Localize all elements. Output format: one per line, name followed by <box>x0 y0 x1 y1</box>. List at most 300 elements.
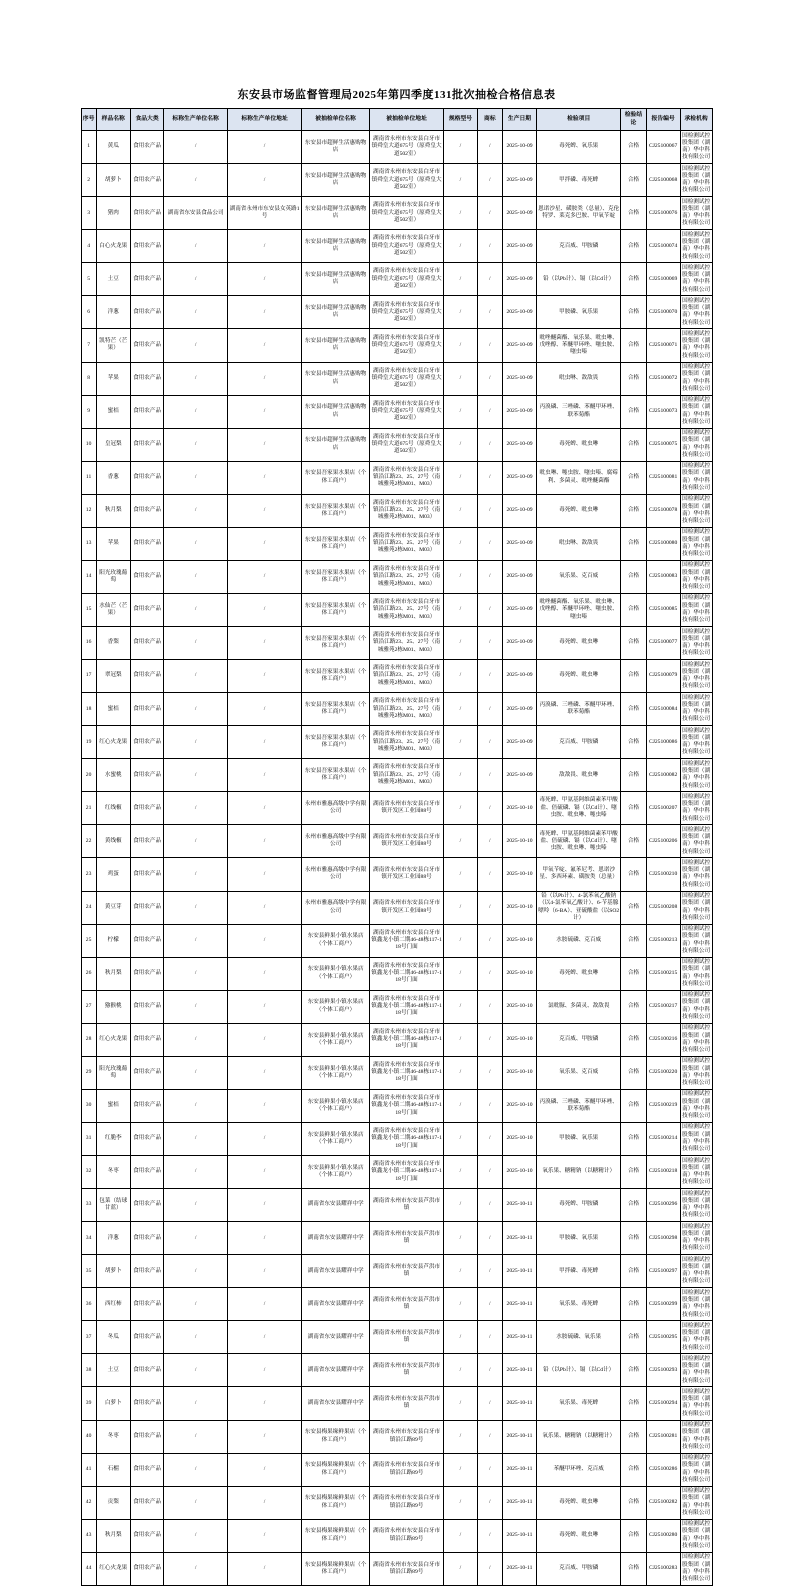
cell-prod_name: / <box>164 1089 228 1122</box>
cell-items: 铅（以Pb计）、4-氯苯氧乙酸钠（以4-氯苯氧乙酸计）、6-苄基腺嘌呤（6-BA）、亚硫酸盐（以SO2计） <box>537 891 621 924</box>
cell-spec: / <box>444 1023 478 1056</box>
cell-spec: / <box>444 1288 478 1321</box>
cell-report: CJ25100296 <box>646 1189 680 1222</box>
cell-prod_addr: / <box>227 131 301 164</box>
cell-no: 23 <box>81 858 96 891</box>
cell-no: 24 <box>81 891 96 924</box>
cell-report: CJ25100219 <box>646 1089 680 1122</box>
cell-items: 甲胺磷、氧乐果 <box>537 1222 621 1255</box>
cell-name: 包菜（结球甘蓝） <box>96 1189 130 1222</box>
cell-unit_addr: 湖南省永州市东安县白牙市镇鑫龙小镇二期46-48栋117-118号门面 <box>369 1056 443 1089</box>
cell-result: 合格 <box>621 1453 646 1486</box>
table-header <box>81 109 712 131</box>
cell-name: 红脆李 <box>96 1122 130 1155</box>
cell-name: 西红柿 <box>96 1288 130 1321</box>
cell-spec: / <box>444 527 478 560</box>
cell-category: 食用农产品 <box>130 924 164 957</box>
cell-items: 甲拌磷、毒死蜱 <box>537 164 621 197</box>
cell-prod_addr: / <box>227 395 301 428</box>
cell-category: 食用农产品 <box>130 362 164 395</box>
table-row <box>81 957 712 990</box>
cell-agency: 国检测试控股集团（湖南）华中科技有限公司 <box>680 1486 712 1519</box>
cell-report: CJ25100075 <box>646 428 680 461</box>
cell-report: CJ25100294 <box>646 1387 680 1420</box>
cell-unit_addr: 湖南省永州市东安县白牙市镇沿江路23、25、27号（南城雅苑2栋M01、M03） <box>369 593 443 626</box>
table-row <box>81 296 712 329</box>
cell-report: CJ25100293 <box>646 1354 680 1387</box>
cell-prod_name: / <box>164 1023 228 1056</box>
cell-result: 合格 <box>621 891 646 924</box>
cell-date: 2025-10-11 <box>502 1189 536 1222</box>
table-row <box>81 131 712 164</box>
table-row <box>81 1156 712 1189</box>
cell-agency: 国检测试控股集团（湖南）华中科技有限公司 <box>680 560 712 593</box>
cell-brand: / <box>477 593 502 626</box>
cell-date: 2025-10-11 <box>502 1486 536 1519</box>
cell-report: CJ25100206 <box>646 825 680 858</box>
cell-result: 合格 <box>621 263 646 296</box>
cell-prod_addr: / <box>227 1486 301 1519</box>
cell-unit_name: 东安县鲜果小镇水果店（个体工商户） <box>302 957 370 990</box>
cell-report: CJ25100069 <box>646 263 680 296</box>
cell-name: 土豆 <box>96 1354 130 1387</box>
cell-spec: / <box>444 1354 478 1387</box>
cell-unit_addr: 湖南省永州市东安县芦洪市镇 <box>369 1222 443 1255</box>
cell-no: 5 <box>81 263 96 296</box>
table-row <box>81 1486 712 1519</box>
cell-spec: / <box>444 1122 478 1155</box>
cell-prod_addr: / <box>227 1056 301 1089</box>
cell-date: 2025-10-10 <box>502 825 536 858</box>
cell-spec: / <box>444 230 478 263</box>
cell-report: CJ25100217 <box>646 990 680 1023</box>
cell-name: 贡梨 <box>96 1486 130 1519</box>
column-header-prod_name: 标称生产单位名称 <box>164 109 228 131</box>
cell-name: 香葱 <box>96 461 130 494</box>
cell-name: 白萝卜 <box>96 1387 130 1420</box>
cell-agency: 国检测试控股集团（湖南）华中科技有限公司 <box>680 825 712 858</box>
cell-result: 合格 <box>621 825 646 858</box>
cell-result: 合格 <box>621 1255 646 1288</box>
cell-unit_name: 东安县吾家果水果店（个体工商户） <box>302 627 370 660</box>
cell-prod_name: / <box>164 1552 228 1585</box>
cell-unit_addr: 湖南省永州市东安县白牙市镇鑫龙小镇二期46-48栋117-118号门面 <box>369 1089 443 1122</box>
table-row <box>81 263 712 296</box>
cell-brand: / <box>477 726 502 759</box>
cell-date: 2025-10-10 <box>502 1156 536 1189</box>
cell-report: CJ25100213 <box>646 924 680 957</box>
cell-unit_addr: 湖南省永州市东安县白牙市镇沿江路23、25、27号（南城雅苑2栋M01、M03） <box>369 494 443 527</box>
cell-unit_name: 永州市雅惠高级中学有限公司 <box>302 825 370 858</box>
table-row <box>81 924 712 957</box>
cell-spec: / <box>444 1552 478 1585</box>
cell-no: 3 <box>81 197 96 230</box>
cell-brand: / <box>477 693 502 726</box>
cell-name: 凯特芒（芒果） <box>96 329 130 362</box>
cell-result: 合格 <box>621 461 646 494</box>
cell-category: 食用农产品 <box>130 660 164 693</box>
cell-items: 甲拌磷、毒死蜱 <box>537 1255 621 1288</box>
cell-prod_addr: / <box>227 1089 301 1122</box>
cell-prod_name: / <box>164 726 228 759</box>
cell-brand: / <box>477 362 502 395</box>
column-header-unit_addr: 被抽检单位地址 <box>369 109 443 131</box>
cell-unit_name: 东安县市超鲜生活惠购物店 <box>302 164 370 197</box>
cell-no: 22 <box>81 825 96 858</box>
table-row <box>81 1089 712 1122</box>
cell-date: 2025-10-11 <box>502 1321 536 1354</box>
cell-prod_addr: / <box>227 792 301 825</box>
cell-items: 毒死蜱、吡虫啉 <box>537 957 621 990</box>
cell-spec: / <box>444 1255 478 1288</box>
cell-brand: / <box>477 1519 502 1552</box>
cell-prod_addr: / <box>227 1023 301 1056</box>
cell-agency: 国检测试控股集团（湖南）华中科技有限公司 <box>680 660 712 693</box>
cell-brand: / <box>477 197 502 230</box>
cell-items: 毒死蜱、吡虫啉 <box>537 1519 621 1552</box>
cell-spec: / <box>444 164 478 197</box>
cell-agency: 国检测试控股集团（湖南）华中科技有限公司 <box>680 759 712 792</box>
cell-brand: / <box>477 1122 502 1155</box>
cell-prod_name: 湖南省东安县食品公司 <box>164 197 228 230</box>
cell-agency: 国检测试控股集团（湖南）华中科技有限公司 <box>680 1453 712 1486</box>
cell-report: CJ25100283 <box>646 1552 680 1585</box>
table-row <box>81 759 712 792</box>
cell-report: CJ25100082 <box>646 759 680 792</box>
cell-spec: / <box>444 1222 478 1255</box>
cell-agency: 国检测试控股集团（湖南）华中科技有限公司 <box>680 428 712 461</box>
column-header-agency: 承检机构 <box>680 109 712 131</box>
cell-unit_addr: 湖南省永州市东安县白牙市镇舜皇大道675号（原舜皇大道502室） <box>369 362 443 395</box>
table-row <box>81 792 712 825</box>
cell-category: 食用农产品 <box>130 494 164 527</box>
cell-category: 食用农产品 <box>130 1222 164 1255</box>
cell-unit_addr: 湖南省永州市东安县白牙市镇沿江路89号 <box>369 1519 443 1552</box>
cell-prod_addr: / <box>227 461 301 494</box>
cell-brand: / <box>477 329 502 362</box>
cell-spec: / <box>444 263 478 296</box>
cell-unit_addr: 湖南省永州市东安县白牙市镇沿江路23、25、27号（南城雅苑2栋M01、M03） <box>369 759 443 792</box>
cell-report: CJ25100286 <box>646 1453 680 1486</box>
cell-name: 柠檬 <box>96 924 130 957</box>
table-row <box>81 494 712 527</box>
cell-agency: 国检测试控股集团（湖南）华中科技有限公司 <box>680 1222 712 1255</box>
cell-unit_addr: 湖南省永州市东安县芦洪市镇 <box>369 1321 443 1354</box>
cell-prod_name: / <box>164 1519 228 1552</box>
cell-spec: / <box>444 891 478 924</box>
cell-no: 31 <box>81 1122 96 1155</box>
cell-date: 2025-10-10 <box>502 1122 536 1155</box>
cell-agency: 国检测试控股集团（湖南）华中科技有限公司 <box>680 726 712 759</box>
cell-agency: 国检测试控股集团（湖南）华中科技有限公司 <box>680 1288 712 1321</box>
cell-brand: / <box>477 1189 502 1222</box>
cell-date: 2025-10-11 <box>502 1255 536 1288</box>
cell-category: 食用农产品 <box>130 891 164 924</box>
cell-result: 合格 <box>621 1122 646 1155</box>
cell-result: 合格 <box>621 527 646 560</box>
cell-prod_addr: / <box>227 1288 301 1321</box>
cell-prod_addr: / <box>227 428 301 461</box>
cell-prod_addr: / <box>227 362 301 395</box>
cell-category: 食用农产品 <box>130 1354 164 1387</box>
table-row <box>81 395 712 428</box>
cell-result: 合格 <box>621 1519 646 1552</box>
cell-unit_name: 东安县市超鲜生活惠购物店 <box>302 395 370 428</box>
cell-prod_name: / <box>164 825 228 858</box>
cell-report: CJ25100208 <box>646 891 680 924</box>
cell-prod_name: / <box>164 527 228 560</box>
cell-brand: / <box>477 924 502 957</box>
cell-agency: 国检测试控股集团（湖南）华中科技有限公司 <box>680 131 712 164</box>
cell-items: 氧乐果、糖精钠（以糖精计） <box>537 1156 621 1189</box>
cell-agency: 国检测试控股集团（湖南）华中科技有限公司 <box>680 990 712 1023</box>
cell-no: 41 <box>81 1453 96 1486</box>
cell-no: 4 <box>81 230 96 263</box>
cell-name: 水仙芒（芒果） <box>96 593 130 626</box>
cell-items: 毒死蜱、甲胺磷 <box>537 1189 621 1222</box>
table-row <box>81 1189 712 1222</box>
cell-items: 甲氧苄啶、氟苯尼考、恩诺沙星、多西环素、磺胺类（总量） <box>537 858 621 891</box>
table-row <box>81 1354 712 1387</box>
cell-brand: / <box>477 660 502 693</box>
cell-prod_name: / <box>164 560 228 593</box>
cell-unit_name: 湖南省东安县耀祥中学 <box>302 1222 370 1255</box>
cell-name: 阳光玫瑰葡萄 <box>96 1056 130 1089</box>
cell-category: 食用农产品 <box>130 164 164 197</box>
cell-category: 食用农产品 <box>130 1156 164 1189</box>
cell-name: 香梨 <box>96 627 130 660</box>
cell-prod_name: / <box>164 164 228 197</box>
cell-items: 氧乐果、克百威 <box>537 560 621 593</box>
cell-result: 合格 <box>621 1023 646 1056</box>
cell-result: 合格 <box>621 1420 646 1453</box>
cell-no: 39 <box>81 1387 96 1420</box>
column-header-no: 序号 <box>81 109 96 131</box>
cell-no: 35 <box>81 1255 96 1288</box>
cell-agency: 国检测试控股集团（湖南）华中科技有限公司 <box>680 164 712 197</box>
cell-no: 34 <box>81 1222 96 1255</box>
cell-spec: / <box>444 1519 478 1552</box>
cell-name: 秋月梨 <box>96 494 130 527</box>
cell-unit_addr: 湖南省永州市东安县白牙市镇开发区工业园88号 <box>369 858 443 891</box>
cell-items: 氧乐果、克百威 <box>537 1056 621 1089</box>
cell-result: 合格 <box>621 957 646 990</box>
cell-unit_addr: 湖南省永州市东安县白牙市镇舜皇大道675号（原舜皇大道502室） <box>369 164 443 197</box>
cell-unit_addr: 湖南省永州市东安县白牙市镇舜皇大道675号（原舜皇大道502室） <box>369 329 443 362</box>
cell-report: CJ25100071 <box>646 329 680 362</box>
cell-date: 2025-10-09 <box>502 693 536 726</box>
cell-date: 2025-10-09 <box>502 660 536 693</box>
cell-report: CJ25100067 <box>646 131 680 164</box>
cell-prod_addr: / <box>227 494 301 527</box>
cell-items: 甲胺磷、氧乐果 <box>537 1122 621 1155</box>
cell-unit_addr: 湖南省永州市东安县白牙市镇鑫龙小镇二期46-48栋117-118号门面 <box>369 1122 443 1155</box>
cell-no: 16 <box>81 627 96 660</box>
cell-spec: / <box>444 660 478 693</box>
cell-unit_addr: 湖南省永州市东安县白牙市镇舜皇大道675号（原舜皇大道502室） <box>369 296 443 329</box>
cell-unit_addr: 湖南省永州市东安县白牙市镇沿江路89号 <box>369 1420 443 1453</box>
cell-brand: / <box>477 1089 502 1122</box>
cell-prod_name: / <box>164 627 228 660</box>
cell-prod_name: / <box>164 1156 228 1189</box>
cell-name: 秋月梨 <box>96 957 130 990</box>
cell-category: 食用农产品 <box>130 792 164 825</box>
cell-items: 氧乐果、毒死蜱 <box>537 1288 621 1321</box>
cell-prod_addr: / <box>227 560 301 593</box>
cell-category: 食用农产品 <box>130 1023 164 1056</box>
cell-date: 2025-10-09 <box>502 627 536 660</box>
cell-prod_addr: / <box>227 1387 301 1420</box>
cell-brand: / <box>477 1420 502 1453</box>
cell-unit_name: 东安县梅果缘鲜果店（个体工商户） <box>302 1486 370 1519</box>
cell-brand: / <box>477 990 502 1023</box>
cell-prod_addr: / <box>227 957 301 990</box>
cell-category: 食用农产品 <box>130 1122 164 1155</box>
table-row <box>81 1122 712 1155</box>
cell-agency: 国检测试控股集团（湖南）华中科技有限公司 <box>680 1354 712 1387</box>
page-title: 东安县市场监督管理局2025年第四季度131批次抽检合格信息表 <box>237 89 556 101</box>
cell-report: CJ25100086 <box>646 726 680 759</box>
cell-date: 2025-10-10 <box>502 1023 536 1056</box>
table-row <box>81 230 712 263</box>
cell-result: 合格 <box>621 759 646 792</box>
cell-agency: 国检测试控股集团（湖南）华中科技有限公司 <box>680 296 712 329</box>
cell-result: 合格 <box>621 1222 646 1255</box>
cell-category: 食用农产品 <box>130 395 164 428</box>
cell-report: CJ25100210 <box>646 858 680 891</box>
cell-items: 吡唑醚菌酯、氧乐果、吡虫啉、戊唑醇、苯醚甲环唑、噻虫胺、噻虫嗪 <box>537 593 621 626</box>
cell-items: 铅（以Pb计）、镉（以Cd计） <box>537 1354 621 1387</box>
cell-agency: 国检测试控股集团（湖南）华中科技有限公司 <box>680 197 712 230</box>
cell-date: 2025-10-11 <box>502 1453 536 1486</box>
cell-result: 合格 <box>621 1387 646 1420</box>
table-row <box>81 164 712 197</box>
cell-unit_name: 东安县梅果缘鲜果店（个体工商户） <box>302 1453 370 1486</box>
cell-name: 苹果 <box>96 527 130 560</box>
cell-unit_name: 东安县吾家果水果店（个体工商户） <box>302 494 370 527</box>
cell-unit_addr: 湖南省永州市东安县白牙市镇鑫龙小镇二期46-48栋117-118号门面 <box>369 1156 443 1189</box>
cell-name: 鸡蛋 <box>96 858 130 891</box>
cell-items: 吡虫啉、敌敌畏 <box>537 362 621 395</box>
cell-category: 食用农产品 <box>130 1453 164 1486</box>
cell-items: 氧乐果、毒死蜱 <box>537 1387 621 1420</box>
cell-unit_addr: 湖南省永州市东安县白牙市镇舜皇大道675号（原舜皇大道502室） <box>369 395 443 428</box>
cell-items: 毒死蜱、甲氨基阿维菌素苯甲酸盐、倍硫磷、镉（以Cd计）、噻虫胺、吡虫啉、噻虫嗪 <box>537 792 621 825</box>
cell-brand: / <box>477 1552 502 1585</box>
cell-items: 氯吡脲、多菌灵、敌敌畏 <box>537 990 621 1023</box>
cell-brand: / <box>477 891 502 924</box>
cell-category: 食用农产品 <box>130 1519 164 1552</box>
cell-prod_name: / <box>164 990 228 1023</box>
cell-prod_name: / <box>164 329 228 362</box>
cell-brand: / <box>477 792 502 825</box>
column-header-spec: 规格型号 <box>444 109 478 131</box>
cell-no: 8 <box>81 362 96 395</box>
cell-prod_name: / <box>164 1453 228 1486</box>
cell-name: 皇冠梨 <box>96 428 130 461</box>
cell-brand: / <box>477 1321 502 1354</box>
cell-date: 2025-10-09 <box>502 560 536 593</box>
cell-date: 2025-10-09 <box>502 362 536 395</box>
cell-date: 2025-10-11 <box>502 1288 536 1321</box>
cell-spec: / <box>444 1156 478 1189</box>
cell-no: 7 <box>81 329 96 362</box>
cell-category: 食用农产品 <box>130 1056 164 1089</box>
column-header-name: 样品名称 <box>96 109 130 131</box>
table-row <box>81 990 712 1023</box>
cell-brand: / <box>477 1222 502 1255</box>
cell-unit_addr: 湖南省永州市东安县白牙市镇舜皇大道675号（原舜皇大道502室） <box>369 230 443 263</box>
cell-brand: / <box>477 1354 502 1387</box>
table-row <box>81 1056 712 1089</box>
cell-spec: / <box>444 1486 478 1519</box>
cell-unit_addr: 湖南省永州市东安县白牙市镇沿江路89号 <box>369 1453 443 1486</box>
cell-spec: / <box>444 362 478 395</box>
cell-unit_name: 湖南省东安县耀祥中学 <box>302 1288 370 1321</box>
cell-agency: 国检测试控股集团（湖南）华中科技有限公司 <box>680 395 712 428</box>
cell-brand: / <box>477 858 502 891</box>
cell-date: 2025-10-11 <box>502 1519 536 1552</box>
cell-category: 食用农产品 <box>130 329 164 362</box>
cell-report: CJ25100072 <box>646 362 680 395</box>
cell-items: 克百威、甲胺磷 <box>537 230 621 263</box>
cell-name: 黄瓜 <box>96 131 130 164</box>
cell-report: CJ25100085 <box>646 593 680 626</box>
table-row <box>81 461 712 494</box>
cell-prod_addr: / <box>227 1519 301 1552</box>
cell-agency: 国检测试控股集团（湖南）华中科技有限公司 <box>680 329 712 362</box>
cell-prod_addr: / <box>227 726 301 759</box>
cell-report: CJ25100295 <box>646 1321 680 1354</box>
cell-prod_addr: / <box>227 924 301 957</box>
cell-category: 食用农产品 <box>130 230 164 263</box>
cell-category: 食用农产品 <box>130 428 164 461</box>
cell-prod_name: / <box>164 296 228 329</box>
cell-unit_name: 东安县市超鲜生活惠购物店 <box>302 428 370 461</box>
cell-brand: / <box>477 1453 502 1486</box>
cell-unit_name: 东安县吾家果水果店（个体工商户） <box>302 693 370 726</box>
header-row <box>81 109 712 131</box>
cell-name: 黄豆芽 <box>96 891 130 924</box>
cell-no: 36 <box>81 1288 96 1321</box>
cell-prod_addr: / <box>227 1552 301 1585</box>
cell-unit_name: 永州市雅惠高级中学有限公司 <box>302 858 370 891</box>
cell-unit_name: 东安县梅果缘鲜果店（个体工商户） <box>302 1420 370 1453</box>
cell-agency: 国检测试控股集团（湖南）华中科技有限公司 <box>680 263 712 296</box>
cell-category: 食用农产品 <box>130 1089 164 1122</box>
cell-report: CJ25100218 <box>646 1156 680 1189</box>
cell-prod_addr: / <box>227 825 301 858</box>
cell-no: 33 <box>81 1189 96 1222</box>
cell-name: 蜜桔 <box>96 693 130 726</box>
cell-category: 食用农产品 <box>130 461 164 494</box>
cell-category: 食用农产品 <box>130 1189 164 1222</box>
cell-prod_addr: / <box>227 263 301 296</box>
cell-unit_addr: 湖南省永州市东安县白牙市镇鑫龙小镇二期46-48栋117-118号门面 <box>369 957 443 990</box>
cell-report: CJ25100207 <box>646 792 680 825</box>
cell-result: 合格 <box>621 1189 646 1222</box>
cell-spec: / <box>444 957 478 990</box>
cell-no: 29 <box>81 1056 96 1089</box>
cell-agency: 国检测试控股集团（湖南）华中科技有限公司 <box>680 362 712 395</box>
column-header-category: 食品大类 <box>130 109 164 131</box>
cell-items: 毒死蜱、吡虫啉 <box>537 660 621 693</box>
cell-result: 合格 <box>621 1486 646 1519</box>
cell-unit_name: 东安县吾家果水果店（个体工商户） <box>302 759 370 792</box>
cell-result: 合格 <box>621 329 646 362</box>
cell-prod_addr: / <box>227 1156 301 1189</box>
cell-agency: 国检测试控股集团（湖南）华中科技有限公司 <box>680 957 712 990</box>
